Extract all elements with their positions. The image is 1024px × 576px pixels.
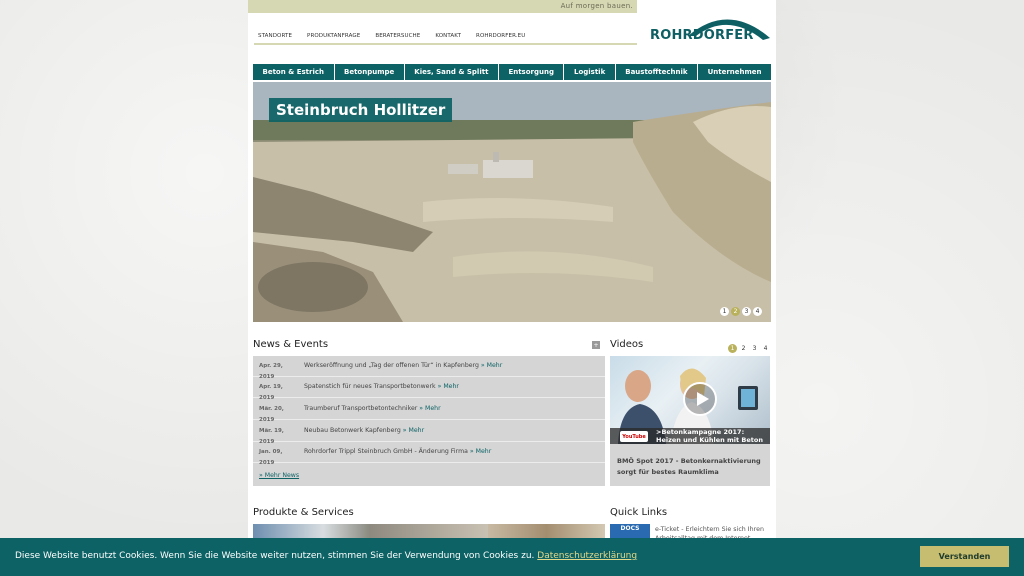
hero-page-1[interactable]: 1 xyxy=(720,307,729,316)
news-item[interactable] xyxy=(253,377,605,401)
news-date: Mär. 19, 2019 xyxy=(259,428,284,445)
video-page-4[interactable]: 4 xyxy=(763,345,768,352)
news-more-link[interactable]: » Mehr xyxy=(419,405,441,412)
play-icon[interactable] xyxy=(683,382,717,416)
news-text: Traumberuf Transportbetontechniker » Mehr xyxy=(304,405,441,412)
news-text: Werkseröffnung und „Tag der offenen Tür“ in Kapfenberg » Mehr xyxy=(304,362,503,369)
quick-links-title: Quick Links xyxy=(610,507,668,518)
mainnav-unternehmen[interactable]: Unternehmen xyxy=(707,68,762,76)
video-page-3[interactable]: 3 xyxy=(752,345,757,352)
cookie-accept-button[interactable]: Verstanden xyxy=(920,546,1009,567)
hero-title: Steinbruch Hollitzer xyxy=(269,98,452,122)
privacy-link[interactable]: Datenschutzerklärung xyxy=(537,551,638,561)
hero-page-3[interactable]: 3 xyxy=(742,307,751,316)
mainnav-betonpumpe[interactable]: Betonpumpe xyxy=(335,64,405,80)
top-nav xyxy=(258,33,540,39)
news-date: Jan. 09, 2019 xyxy=(259,449,283,466)
topnav-produktanfrage[interactable]: PRODUKTANFRAGE xyxy=(307,33,361,39)
youtube-icon: YouTube xyxy=(620,431,648,442)
news-more-link[interactable]: » Mehr xyxy=(480,362,503,369)
news-item[interactable] xyxy=(253,421,605,445)
video-pagination xyxy=(728,344,770,353)
news-more-link[interactable]: » Mehr xyxy=(402,427,425,434)
news-text: Spatenstich für neues Transportbetonwerk » Mehr xyxy=(304,383,459,390)
videos-title: Videos xyxy=(610,339,644,350)
tagline-bar xyxy=(248,0,637,13)
tagline: Auf morgen bauen. xyxy=(560,2,633,10)
topnav-kontakt[interactable]: KONTAKT xyxy=(435,33,462,39)
news-list xyxy=(253,356,605,486)
news-text: Rohrdorfer Trippl Steinbruch GmbH - Änderung Firma » Mehr xyxy=(304,448,492,455)
mainnav-kies-sand-splitt[interactable]: Kies, Sand & Splitt xyxy=(405,64,499,80)
topnav-beratersuche[interactable]: BERATERSUCHE xyxy=(375,33,421,39)
video-thumbnail[interactable] xyxy=(610,356,770,444)
cookie-text: Diese Website benutzt Cookies. Wenn Sie die Website weiter nutzen, stimmen Sie der Verwendung von Cookies zu. Datenschutzerklärung xyxy=(15,551,638,561)
news-title: News & Events xyxy=(253,339,329,350)
rohrdorfer-logo[interactable] xyxy=(648,8,772,46)
main-nav xyxy=(253,64,771,80)
hero-page-2[interactable]: 2 xyxy=(731,307,740,316)
news-date: Apr. 19, 2019 xyxy=(259,384,283,401)
hero-slider[interactable] xyxy=(253,82,771,322)
products-title: Produkte & Services xyxy=(253,507,354,518)
logo-text: ROHRDORFER xyxy=(650,28,754,43)
topnav-standorte[interactable]: STANDORTE xyxy=(258,33,293,39)
mainnav-beton-estrich[interactable]: Beton & Estrich xyxy=(253,64,335,80)
video-page-1[interactable]: 1 xyxy=(728,344,737,353)
video-page-2[interactable]: 2 xyxy=(741,345,746,352)
mainnav-logistik[interactable]: Logistik xyxy=(564,64,615,80)
hero-page-4[interactable]: 4 xyxy=(753,307,762,316)
topnav-divider xyxy=(254,43,637,45)
rss-icon[interactable]: + xyxy=(593,341,599,349)
mainnav-baustofftechnik[interactable]: Baustofftechnik xyxy=(616,64,698,80)
topnav-rohrdorfer-eu[interactable]: ROHRDORFER.EU xyxy=(476,33,526,39)
news-text: Neubau Betonwerk Kapfenberg » Mehr xyxy=(304,427,425,434)
more-news-link[interactable]: » Mehr News xyxy=(259,472,300,479)
video-caption-bar xyxy=(610,428,770,444)
news-item[interactable] xyxy=(253,442,605,466)
news-item[interactable] xyxy=(253,356,605,380)
news-date: Apr. 29, 2019 xyxy=(259,363,283,380)
docs-icon[interactable]: DOCS xyxy=(610,524,650,540)
page-container xyxy=(248,0,776,576)
news-more-link[interactable]: » Mehr xyxy=(437,383,459,390)
video-description[interactable]: BMÖ Spot 2017 - Betonkernaktivierung sorgt für bestes Raumklima xyxy=(617,457,761,476)
video-panel xyxy=(610,356,770,486)
mainnav-entsorgung[interactable]: Entsorgung xyxy=(499,64,565,80)
news-date: Mär. 20, 2019 xyxy=(259,406,284,423)
video-caption: >Betonkampagne 2017: Heizen und Kühlen mit Beton xyxy=(656,428,763,444)
cookie-banner xyxy=(0,538,1024,576)
news-item[interactable] xyxy=(253,399,605,423)
quick-link-text[interactable]: e-Ticket - Erleichtern Sie sich Ihren xyxy=(655,526,764,533)
news-more-link[interactable]: » Mehr xyxy=(469,448,492,455)
hero-pagination xyxy=(720,307,762,316)
